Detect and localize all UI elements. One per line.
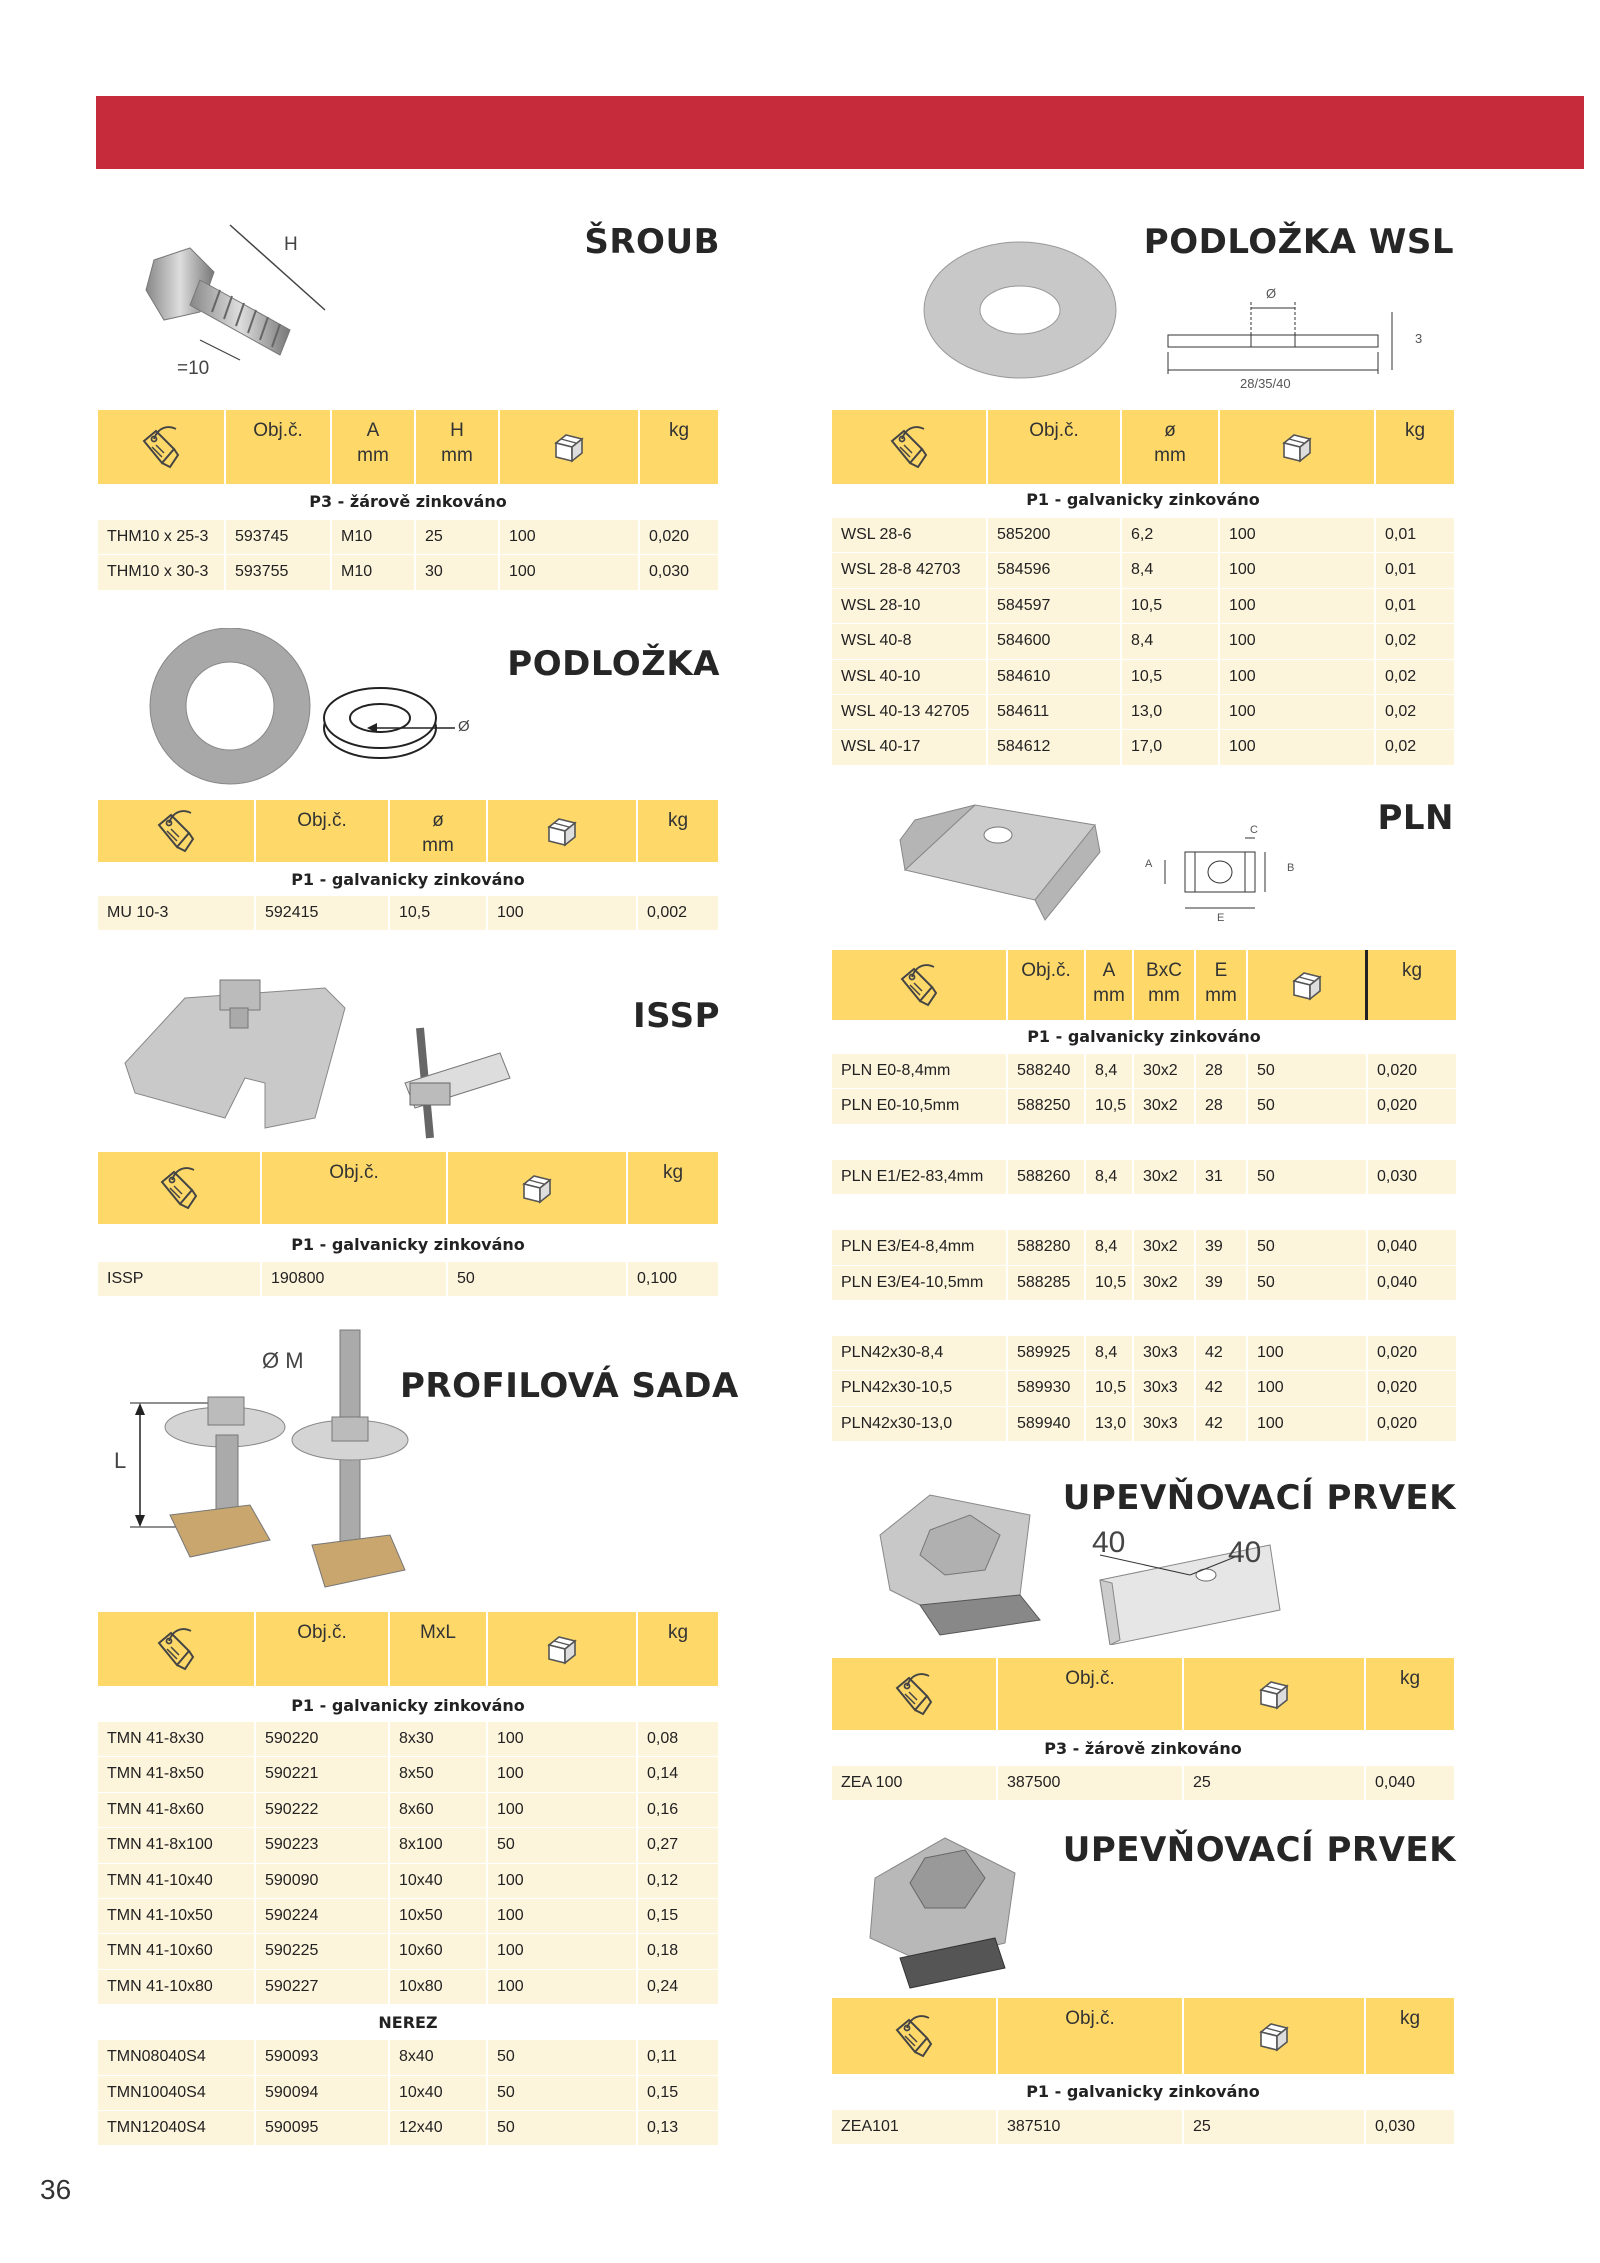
table-cell: WSL 28-10 <box>832 589 988 623</box>
table-cell: 100 <box>1248 1336 1368 1370</box>
issp-subtitle: P1 - galvanicky zinkováno <box>291 1235 525 1254</box>
fixing-element-2-image <box>865 1828 1025 1998</box>
col-mxl: MxL <box>420 1622 456 1643</box>
profile-m-label: Ø M <box>262 1348 304 1373</box>
table-row <box>98 1793 718 1828</box>
table-cell: 584610 <box>988 660 1122 694</box>
pln-dim-b: B <box>1287 862 1295 874</box>
table-cell: 0,01 <box>1385 561 1417 579</box>
col-kg: kg <box>668 420 690 441</box>
table-cell: 0,020 <box>1377 1062 1418 1079</box>
fixing-header-1 <box>832 1658 1454 1730</box>
issp-image <box>115 968 515 1148</box>
table-cell: 0,02 <box>1385 667 1417 685</box>
table-cell: 42 <box>1196 1407 1248 1441</box>
fixing-table-1 <box>832 1766 1454 1801</box>
table-cell: 10,5 <box>1122 660 1220 694</box>
col-kg: kg <box>667 810 689 831</box>
washer-d-label: Ø <box>458 718 470 735</box>
table-row: ISSP 190800 50 0,100 <box>98 1262 718 1297</box>
table-cell: 0,02 <box>1385 632 1417 650</box>
table-cell: 590225 <box>256 1934 390 1968</box>
price-tag-icon <box>832 1658 998 1730</box>
table-cell: 100 <box>1220 660 1376 694</box>
table-row <box>832 730 1454 765</box>
table-cell: 588240 <box>1008 1054 1086 1088</box>
table-cell: 0,020 <box>1377 1414 1418 1432</box>
table-cell: WSL 40-17 <box>832 730 988 764</box>
table-cell: 10,5 <box>1122 589 1220 623</box>
table-cell: TMN 41-8x100 <box>98 1828 256 1862</box>
table-cell: 17,0 <box>1122 730 1220 764</box>
table-cell: 100 <box>488 1793 638 1827</box>
col-bxc: BxC mm <box>1134 950 1196 1020</box>
table-cell: 31 <box>1196 1160 1248 1194</box>
table-cell: 0,14 <box>647 1765 679 1783</box>
table-cell: 0,040 <box>1377 1273 1418 1291</box>
table-cell: 0,24 <box>647 1977 679 1995</box>
table-cell: 584597 <box>988 589 1122 623</box>
price-tag-icon <box>832 410 988 484</box>
col-obj: Obj.č. <box>253 420 303 441</box>
col-obj: Obj.č. <box>1029 420 1079 441</box>
table-row <box>832 624 1454 659</box>
table-cell: 0,040 <box>1377 1238 1418 1256</box>
table-cell: WSL 40-10 <box>832 660 988 694</box>
profile-subtitle: P1 - galvanicky zinkováno <box>291 1696 525 1715</box>
table-row <box>832 553 1454 588</box>
table-row: THM10 x 30-3 593755 M10 30 100 0,030 <box>98 555 718 590</box>
table-cell: PLN E3/E4-8,4mm <box>832 1230 1008 1264</box>
table-cell: 10x80 <box>390 1970 488 2004</box>
profile-header <box>98 1612 718 1686</box>
pln-image <box>895 780 1315 930</box>
top-banner <box>96 96 1584 169</box>
profile-l-label: L <box>114 1448 127 1473</box>
table-row <box>98 2111 718 2146</box>
table-cell: 584596 <box>988 553 1122 587</box>
col-a: A mm <box>1086 950 1134 1020</box>
table-cell: 8x50 <box>390 1757 488 1791</box>
col-a: A mm <box>332 410 416 484</box>
col-obj: Obj.č. <box>1065 1668 1115 1689</box>
fixing-subtitle-1: P3 - žárově zinkováno <box>1044 1739 1242 1758</box>
col-kg: kg <box>1401 960 1423 981</box>
wsl-table <box>832 518 1454 766</box>
price-tag-icon <box>98 410 226 484</box>
table-cell: 0,020 <box>1377 1343 1418 1361</box>
table-row <box>832 660 1454 695</box>
col-obj: Obj.č. <box>297 1622 347 1643</box>
table-cell: TMN 41-8x50 <box>98 1757 256 1791</box>
table-cell: 30x2 <box>1134 1054 1196 1088</box>
table-cell: 585200 <box>988 518 1122 552</box>
table-cell: 0,15 <box>647 2083 679 2101</box>
table-cell: 8x40 <box>390 2040 488 2074</box>
table-cell: 100 <box>1220 695 1376 729</box>
table-cell: 50 <box>488 2040 638 2074</box>
table-cell: 0,02 <box>1385 738 1417 756</box>
table-cell: 8,4 <box>1086 1160 1134 1194</box>
table-cell: 8,4 <box>1122 553 1220 587</box>
table-cell: 0,18 <box>647 1942 679 1960</box>
table-cell: TMN 41-8x60 <box>98 1793 256 1827</box>
issp-header <box>98 1152 718 1224</box>
package-icon <box>1248 950 1368 1020</box>
table-cell: 590221 <box>256 1757 390 1791</box>
table-cell: 590224 <box>256 1899 390 1933</box>
podlozka-table <box>98 896 718 931</box>
table-cell: PLN E1/E2-83,4mm <box>832 1160 1008 1194</box>
table-cell: 590090 <box>256 1864 390 1898</box>
price-tag-icon <box>98 1152 262 1224</box>
package-icon <box>488 1612 638 1686</box>
wsl-dim-d: Ø <box>1266 286 1277 301</box>
table-row <box>832 518 1454 553</box>
table-row <box>832 1266 1456 1301</box>
table-cell: 584611 <box>988 695 1122 729</box>
price-tag-icon <box>98 1612 256 1686</box>
col-e: E mm <box>1196 950 1248 1020</box>
table-cell: 8,4 <box>1086 1336 1134 1370</box>
table-cell: 10,5 <box>1086 1266 1134 1300</box>
table-cell: 100 <box>1248 1407 1368 1441</box>
table-cell: 42 <box>1196 1371 1248 1405</box>
profile-table <box>98 1722 718 2146</box>
fixing-dim-a: 40 <box>1092 1526 1126 1559</box>
table-cell: TMN 41-8x30 <box>98 1722 256 1756</box>
package-icon <box>448 1152 628 1224</box>
table-row <box>98 1934 718 1969</box>
table-row <box>832 1407 1456 1442</box>
table-row <box>98 1722 718 1757</box>
table-cell: 6,2 <box>1122 518 1220 552</box>
table-cell: 588280 <box>1008 1230 1086 1264</box>
wsl-dim-w: 28/35/40 <box>1240 376 1291 391</box>
table-cell: 10x60 <box>390 1934 488 1968</box>
podlozka-title: PODLOŽKA <box>507 644 720 684</box>
profile-title: PROFILOVÁ SADA <box>400 1366 739 1406</box>
table-row <box>98 1864 718 1899</box>
table-cell: 8x100 <box>390 1828 488 1862</box>
table-cell: 590223 <box>256 1828 390 1862</box>
table-row <box>832 1160 1456 1195</box>
package-icon <box>1220 410 1376 484</box>
table-cell: WSL 40-8 <box>832 624 988 658</box>
table-cell: 100 <box>1248 1371 1368 1405</box>
podlozka-subtitle: P1 - galvanicky zinkováno <box>291 870 525 889</box>
price-tag-icon <box>98 800 256 862</box>
table-cell: WSL 28-8 42703 <box>832 553 988 587</box>
table-cell: 588260 <box>1008 1160 1086 1194</box>
table-cell: 100 <box>488 1722 638 1756</box>
wsl-washer-image <box>918 240 1438 390</box>
col-obj: Obj.č. <box>297 810 347 831</box>
fixing-subtitle-2: P1 - galvanicky zinkováno <box>1026 2082 1260 2101</box>
table-cell: 50 <box>488 2111 638 2145</box>
table-cell: 12x40 <box>390 2111 488 2145</box>
table-cell: 13,0 <box>1086 1407 1134 1441</box>
table-cell: 8x60 <box>390 1793 488 1827</box>
table-cell: 0,16 <box>647 1800 679 1818</box>
table-cell: 30x3 <box>1134 1407 1196 1441</box>
table-cell: 50 <box>1248 1054 1368 1088</box>
bolt-h-label: H <box>284 234 298 255</box>
fixing-table-2 <box>832 2110 1454 2145</box>
table-row: THM10 x 25-3 593745 M10 25 100 0,020 <box>98 520 718 555</box>
table-cell: 10,5 <box>1086 1371 1134 1405</box>
table-cell: 0,020 <box>1377 1097 1418 1115</box>
pln-subtitle: P1 - galvanicky zinkováno <box>1027 1027 1261 1046</box>
table-cell: 100 <box>488 1970 638 2004</box>
table-cell: 0,27 <box>647 1836 679 1854</box>
table-cell: 100 <box>1220 518 1376 552</box>
issp-title: ISSP <box>632 996 720 1036</box>
table-cell: 0,01 <box>1385 526 1417 543</box>
pln-table <box>832 1054 1456 1442</box>
col-kg: kg <box>1399 1668 1421 1689</box>
profile-set-image <box>100 1325 410 1595</box>
package-icon <box>500 410 640 484</box>
col-d: ø mm <box>390 800 488 862</box>
wsl-dim-3: 3 <box>1415 331 1423 346</box>
col-kg: kg <box>1399 2008 1421 2029</box>
table-cell: 588285 <box>1008 1266 1086 1300</box>
table-cell: TMN10040S4 <box>98 2076 256 2110</box>
col-kg: kg <box>662 1162 684 1183</box>
table-cell: 589940 <box>1008 1407 1086 1441</box>
table-cell: 39 <box>1196 1266 1248 1300</box>
sroub-subtitle: P3 - žárově zinkováno <box>309 492 507 511</box>
col-obj: Obj.č. <box>1065 2008 1115 2029</box>
table-cell: 590222 <box>256 1793 390 1827</box>
table-cell: 0,15 <box>647 1906 679 1924</box>
table-cell: 590095 <box>256 2111 390 2145</box>
table-row <box>832 1371 1456 1406</box>
pln-dim-a: A <box>1145 858 1153 870</box>
table-cell: TMN 41-10x50 <box>98 1899 256 1933</box>
table-cell: 0,02 <box>1385 702 1417 720</box>
fixing-title-2: UPEVŇOVACÍ PRVEK <box>1062 1830 1456 1870</box>
package-icon <box>1184 1658 1366 1730</box>
table-cell: 10x50 <box>390 1899 488 1933</box>
table-cell: PLN E0-10,5mm <box>832 1089 1008 1123</box>
table-cell: 8x30 <box>390 1722 488 1756</box>
table-cell: 0,01 <box>1385 596 1417 614</box>
table-cell: 590220 <box>256 1722 390 1756</box>
table-row <box>832 1054 1456 1089</box>
pln-header <box>832 950 1456 1020</box>
table-cell: PLN42x30-8,4 <box>832 1336 1008 1370</box>
sroub-header <box>98 410 718 484</box>
col-obj: Obj.č. <box>1021 960 1071 981</box>
table-cell: 590227 <box>256 1970 390 2004</box>
table-cell: 50 <box>488 1828 638 1862</box>
table-cell: 100 <box>1220 589 1376 623</box>
group-spacer <box>832 1301 1456 1336</box>
table-cell: 0,020 <box>1377 1379 1418 1397</box>
washer-image <box>145 628 475 788</box>
table-cell: 0,08 <box>647 1730 679 1747</box>
table-cell: 584600 <box>988 624 1122 658</box>
table-row <box>832 1089 1456 1124</box>
table-row <box>832 1230 1456 1265</box>
package-icon <box>488 800 638 862</box>
table-cell: 28 <box>1196 1089 1248 1123</box>
table-row <box>832 589 1454 624</box>
table-cell: 13,0 <box>1122 695 1220 729</box>
fixing-title-1: UPEVŇOVACÍ PRVEK <box>1062 1478 1456 1518</box>
table-row <box>98 1757 718 1792</box>
table-cell: TMN08040S4 <box>98 2040 256 2074</box>
table-row <box>98 2076 718 2111</box>
sroub-table <box>98 520 718 591</box>
table-row: MU 10-3 592415 10,5 100 0,002 <box>98 896 718 931</box>
wsl-header <box>832 410 1454 484</box>
table-row <box>832 695 1454 730</box>
table-cell: 28 <box>1196 1054 1248 1088</box>
table-row: ZEA 100 387500 25 0,040 <box>832 1766 1454 1801</box>
table-row <box>98 2040 718 2075</box>
price-tag-icon <box>832 950 1008 1020</box>
col-obj: Obj.č. <box>329 1162 379 1183</box>
table-cell: 588250 <box>1008 1089 1086 1123</box>
table-row: ZEA101 387510 25 0,030 <box>832 2110 1454 2145</box>
table-cell: PLN42x30-10,5 <box>832 1371 1008 1405</box>
table-cell: 0,11 <box>647 2048 677 2066</box>
table-cell: 100 <box>1220 553 1376 587</box>
table-cell: TMN 41-10x40 <box>98 1864 256 1898</box>
table-cell: 100 <box>488 1864 638 1898</box>
group-spacer <box>832 1195 1456 1230</box>
table-cell: 100 <box>488 1899 638 1933</box>
bolt-image <box>140 220 340 380</box>
table-cell: 0,12 <box>647 1871 679 1889</box>
table-row <box>98 1828 718 1863</box>
table-row <box>832 1336 1456 1371</box>
table-cell: 8,4 <box>1086 1230 1134 1264</box>
table-cell: 589930 <box>1008 1371 1086 1405</box>
pln-dim-c: C <box>1250 824 1258 836</box>
table-row <box>98 1970 718 2005</box>
col-h: H mm <box>416 410 500 484</box>
table-cell: 0,13 <box>647 2118 679 2136</box>
table-cell: 50 <box>1248 1089 1368 1123</box>
table-cell: 30x2 <box>1134 1160 1196 1194</box>
table-cell: 100 <box>488 1757 638 1791</box>
bolt-10-label: =10 <box>177 358 210 379</box>
table-cell: TMN 41-10x60 <box>98 1934 256 1968</box>
table-cell: 10x40 <box>390 2076 488 2110</box>
table-cell: 50 <box>1248 1160 1368 1194</box>
table-cell: 590093 <box>256 2040 390 2074</box>
package-icon <box>1184 1998 1366 2074</box>
table-cell: 50 <box>488 2076 638 2110</box>
group-spacer <box>832 1125 1456 1160</box>
table-cell: 30x2 <box>1134 1230 1196 1264</box>
table-cell: WSL 40-13 42705 <box>832 695 988 729</box>
table-cell: 39 <box>1196 1230 1248 1264</box>
table-cell: TMN12040S4 <box>98 2111 256 2145</box>
table-cell: 10x40 <box>390 1864 488 1898</box>
table-cell: PLN E0-8,4mm <box>832 1054 1008 1088</box>
table-cell: PLN E3/E4-10,5mm <box>832 1266 1008 1300</box>
podlozka-header <box>98 800 718 862</box>
wsl-subtitle: P1 - galvanicky zinkováno <box>1026 490 1260 509</box>
table-cell: 42 <box>1196 1336 1248 1370</box>
table-cell: 100 <box>1220 624 1376 658</box>
table-cell: 100 <box>1220 730 1376 764</box>
page-number: 36 <box>40 2174 72 2205</box>
col-kg: kg <box>667 1622 689 1643</box>
sroub-title: ŠROUB <box>584 222 720 262</box>
table-cell: 30x3 <box>1134 1371 1196 1405</box>
table-cell: 30x2 <box>1134 1266 1196 1300</box>
table-cell: 590094 <box>256 2076 390 2110</box>
table-row <box>98 1899 718 1934</box>
table-cell: 8,4 <box>1122 624 1220 658</box>
table-cell: 100 <box>488 1934 638 1968</box>
table-cell: 0,030 <box>1377 1167 1418 1185</box>
table-cell: TMN 41-10x80 <box>98 1970 256 2004</box>
col-kg: kg <box>1404 420 1426 441</box>
fixing-header-2 <box>832 1998 1454 2074</box>
table-cell: 589925 <box>1008 1336 1086 1370</box>
issp-table <box>98 1262 718 1297</box>
price-tag-icon <box>832 1998 998 2074</box>
table-cell: 50 <box>1248 1266 1368 1300</box>
fixing-dim-b: 40 <box>1228 1536 1262 1569</box>
table-cell: WSL 28-6 <box>832 518 988 552</box>
table-cell: 30x3 <box>1134 1336 1196 1370</box>
table-cell: 10,5 <box>1086 1089 1134 1123</box>
table-cell: PLN42x30-13,0 <box>832 1407 1008 1441</box>
wsl-title: PODLOŽKA WSL <box>1143 222 1454 262</box>
table-cell: 30x2 <box>1134 1089 1196 1123</box>
col-d: ø mm <box>1122 410 1220 484</box>
table-cell: 50 <box>1248 1230 1368 1264</box>
pln-dim-e: E <box>1217 912 1225 924</box>
table-cell: 584612 <box>988 730 1122 764</box>
table-cell: 8,4 <box>1086 1054 1134 1088</box>
pln-title: PLN <box>1377 798 1454 838</box>
nerez-label: NEREZ <box>378 2013 438 2033</box>
